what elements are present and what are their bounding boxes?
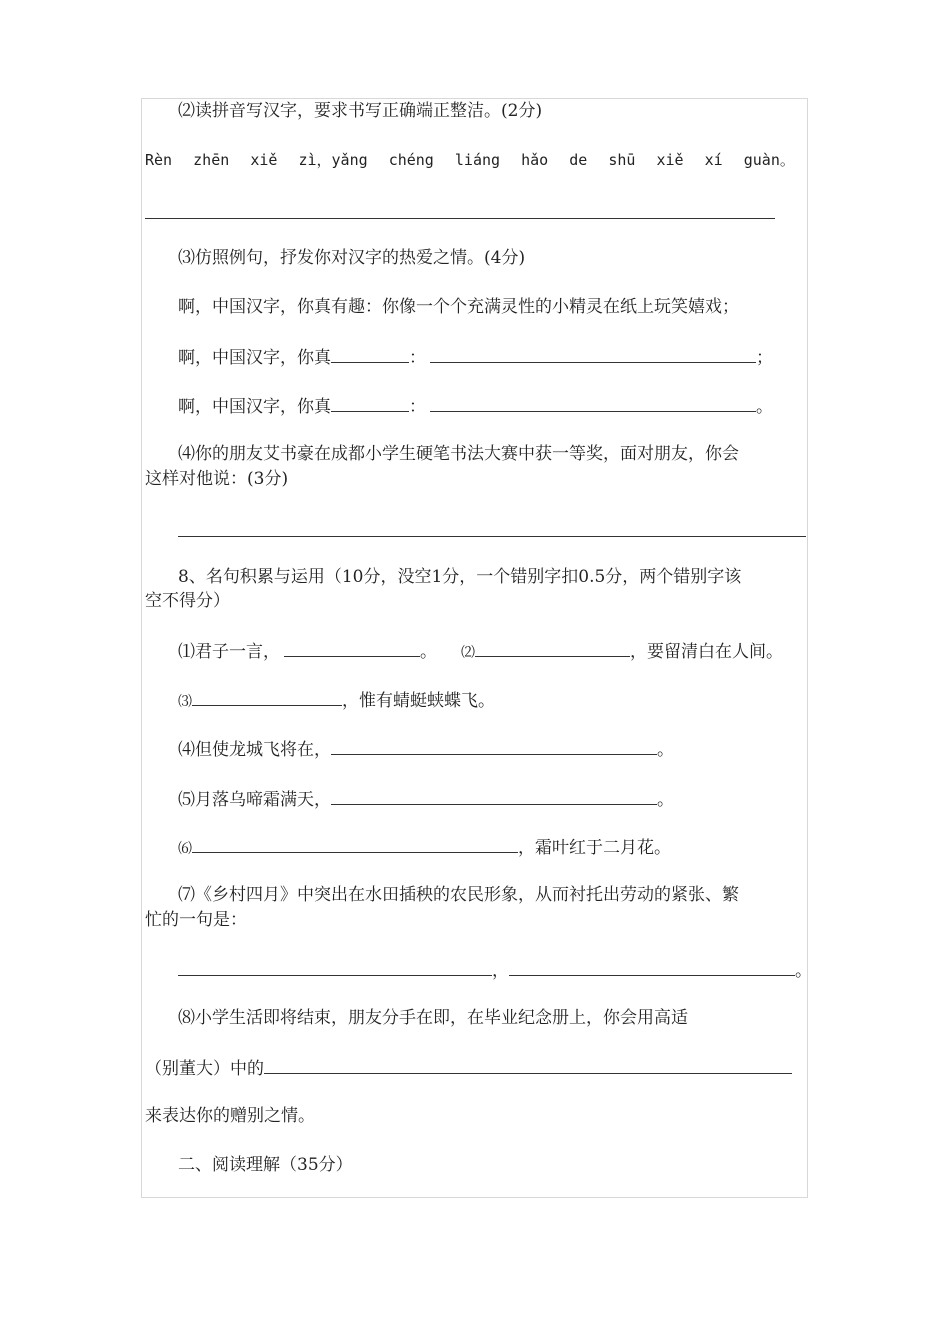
blank-long[interactable] xyxy=(430,344,756,363)
period: 。 xyxy=(756,397,773,417)
item5-suffix: 。 xyxy=(657,790,674,810)
pinyin-syllable: Rèn xyxy=(145,151,173,169)
blank[interactable] xyxy=(331,736,657,755)
item8-prefix: （别董大）中的 xyxy=(145,1059,264,1079)
q7-part3-title: ⑶仿照例句，抒发你对汉字的热爱之情。(4分) xyxy=(178,248,526,268)
q7-part2-title: ⑵读拼音写汉字，要求书写正确端正整洁。(2分) xyxy=(178,101,543,121)
pinyin-syllable: xiě xyxy=(656,151,684,169)
pinyin-syllable: shū xyxy=(608,151,636,169)
item1-suffix: 。 xyxy=(420,642,437,662)
pinyin-syllable: hǎo xyxy=(521,151,549,169)
blank[interactable] xyxy=(192,687,342,706)
item1-prefix: ⑴君子一言， xyxy=(178,642,280,662)
item4-suffix: 。 xyxy=(657,740,674,760)
pinyin-syllable: zhēn xyxy=(193,151,230,169)
pinyin-syllable: guàn。 xyxy=(743,151,795,169)
q7-part4-line2: 这样对他说：(3分) xyxy=(145,469,289,489)
answer-line[interactable] xyxy=(178,536,806,537)
blank[interactable] xyxy=(178,957,492,976)
blank-short[interactable] xyxy=(331,344,409,363)
answer-line[interactable] xyxy=(145,218,775,219)
pinyin-syllable: zì，yǎng xyxy=(298,151,368,169)
pinyin-syllable: liáng xyxy=(454,151,501,169)
q8-item8-line3: 来表达你的赠别之情。 xyxy=(145,1106,315,1126)
pinyin-syllable: chéng xyxy=(388,151,434,169)
line-prefix: 啊，中国汉字，你真 xyxy=(178,348,331,368)
q8-title-line1: 8、名句积累与运用（10分，没空1分，一个错别字扣0.5分，两个错别字该 xyxy=(178,567,742,587)
item7-period: 。 xyxy=(795,961,812,981)
line-prefix: 啊，中国汉字，你真 xyxy=(178,397,331,417)
pinyin-syllable: xí xyxy=(704,151,723,169)
q8-item7-line1: ⑺《乡村四月》中突出在水田插秧的农民形象，从而衬托出劳动的紧张、繁 xyxy=(178,885,739,905)
pinyin-syllable: de xyxy=(569,151,588,169)
q8-item8-line2 xyxy=(145,1055,792,1081)
item6-number: ⑹ xyxy=(178,841,192,857)
q7-part4-line1: ⑷你的朋友艾书豪在成都小学生硬笔书法大赛中获一等奖，面对朋友，你会 xyxy=(178,444,739,464)
section2-title: 二、阅读理解（35分） xyxy=(178,1155,353,1175)
item3-number: ⑶ xyxy=(178,694,192,710)
pinyin-syllable: xiě xyxy=(250,151,278,169)
q8-item3 xyxy=(178,687,495,714)
q7-part3-line2 xyxy=(178,393,773,419)
blank[interactable] xyxy=(331,786,657,805)
q8-item5 xyxy=(178,786,674,812)
semicolon: ； xyxy=(756,348,773,368)
q8-title-line2: 空不得分） xyxy=(145,591,230,611)
q7-part3-example: 啊，中国汉字，你真有趣：你像一个个充满灵性的小精灵在纸上玩笑嬉戏； xyxy=(178,297,739,317)
q7-part3-line1 xyxy=(178,344,773,370)
pinyin-row xyxy=(145,148,795,172)
blank[interactable] xyxy=(509,957,795,976)
blank-short[interactable] xyxy=(331,393,409,412)
item7-comma: ， xyxy=(492,961,509,981)
blank[interactable] xyxy=(475,638,630,657)
q8-item7-line2: 忙的一句是： xyxy=(145,910,247,930)
blank[interactable] xyxy=(192,834,518,853)
colon: ： xyxy=(409,348,426,368)
blank-long[interactable] xyxy=(430,393,756,412)
q8-item6 xyxy=(178,834,671,861)
colon: ： xyxy=(409,397,426,417)
item6-suffix: ，霜叶红于二月花。 xyxy=(518,838,671,858)
blank[interactable] xyxy=(284,638,420,657)
q8-item4 xyxy=(178,736,674,762)
q8-item8-line1: ⑻小学生活即将结束，朋友分手在即，在毕业纪念册上，你会用高适 xyxy=(178,1008,688,1028)
q8-item7-answer xyxy=(178,957,812,983)
q8-item1-2 xyxy=(178,638,783,665)
item2-number: ⑵ xyxy=(461,645,475,661)
blank[interactable] xyxy=(264,1055,792,1074)
item3-suffix: ，惟有蜻蜓蛱蝶飞。 xyxy=(342,691,495,711)
item2-suffix: ，要留清白在人间。 xyxy=(630,642,783,662)
item4-prefix: ⑷但使龙城飞将在， xyxy=(178,740,331,760)
item5-prefix: ⑸月落乌啼霜满天， xyxy=(178,790,331,810)
